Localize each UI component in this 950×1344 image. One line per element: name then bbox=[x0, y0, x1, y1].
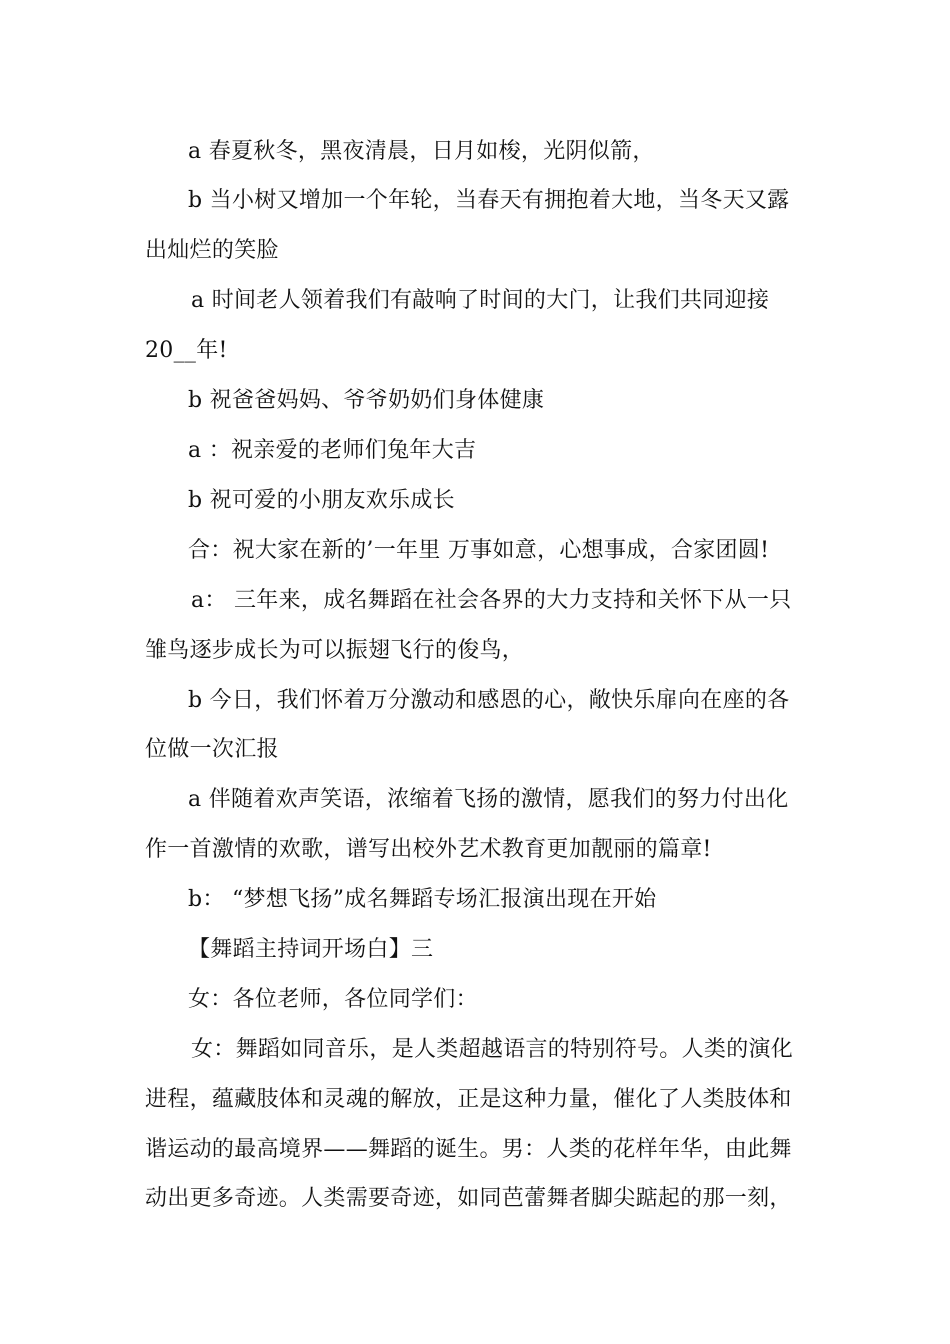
paragraph-line: 动出更多奇迹。人类需要奇迹，如同芭蕾舞者脚尖踮起的那一刻， bbox=[145, 1186, 792, 1211]
paragraph-line: b 今日，我们怀着万分激动和感恩的心，敞快乐扉向在座的各 bbox=[188, 688, 790, 713]
paragraph-line: 雏鸟逐步成长为可以振翅飞行的俊鸟， bbox=[145, 638, 525, 663]
paragraph-line: 作一首激情的欢歌，谱写出校外艺术教育更加靓丽的篇章! bbox=[145, 837, 712, 862]
paragraph-line: 谐运动的最高境界——舞蹈的诞生。男：人类的花样年华，由此舞 bbox=[145, 1137, 792, 1162]
paragraph-line: b 祝爸爸妈妈、爷爷奶奶们身体健康 bbox=[188, 388, 545, 413]
paragraph-line: a 时间老人领着我们有敲响了时间的大门，让我们共同迎接 bbox=[191, 288, 770, 313]
paragraph-line: b 当小树又增加一个年轮，当春天有拥抱着大地，当冬天又露 bbox=[188, 188, 790, 213]
paragraph-line: 位做一次汇报 bbox=[145, 737, 279, 762]
paragraph-line: a 春夏秋冬，黑夜清晨，日月如梭，光阴似箭， bbox=[188, 139, 655, 164]
paragraph-line: 合：祝大家在新的’一年里 万事如意，心想事成，合家团圆! bbox=[188, 538, 770, 563]
paragraph-line: 进程，蕴藏肢体和灵魂的解放，正是这种力量，催化了人类肢体和 bbox=[145, 1087, 792, 1112]
paragraph-line: a： 三年来，成名舞蹈在社会各界的大力支持和关怀下从一只 bbox=[191, 588, 792, 613]
paragraph-line: a 伴随着欢声笑语，浓缩着飞扬的激情，愿我们的努力付出化 bbox=[188, 787, 789, 812]
paragraph-line: 女：各位老师，各位同学们： bbox=[188, 987, 478, 1012]
paragraph-line: 出灿烂的笑脸 bbox=[145, 238, 279, 263]
paragraph-line: b： “梦想飞扬”成名舞蹈专场汇报演出现在开始 bbox=[188, 887, 657, 912]
paragraph-line: 女：舞蹈如同音乐，是人类超越语言的特别符号。人类的演化 bbox=[191, 1037, 794, 1062]
paragraph-line: b 祝可爱的小朋友欢乐成长 bbox=[188, 488, 455, 513]
paragraph-line: 20__年! bbox=[145, 338, 228, 363]
section-heading: 【舞蹈主持词开场白】三 bbox=[188, 937, 434, 962]
paragraph-line: a ：祝亲爱的老师们兔年大吉 bbox=[188, 438, 477, 463]
